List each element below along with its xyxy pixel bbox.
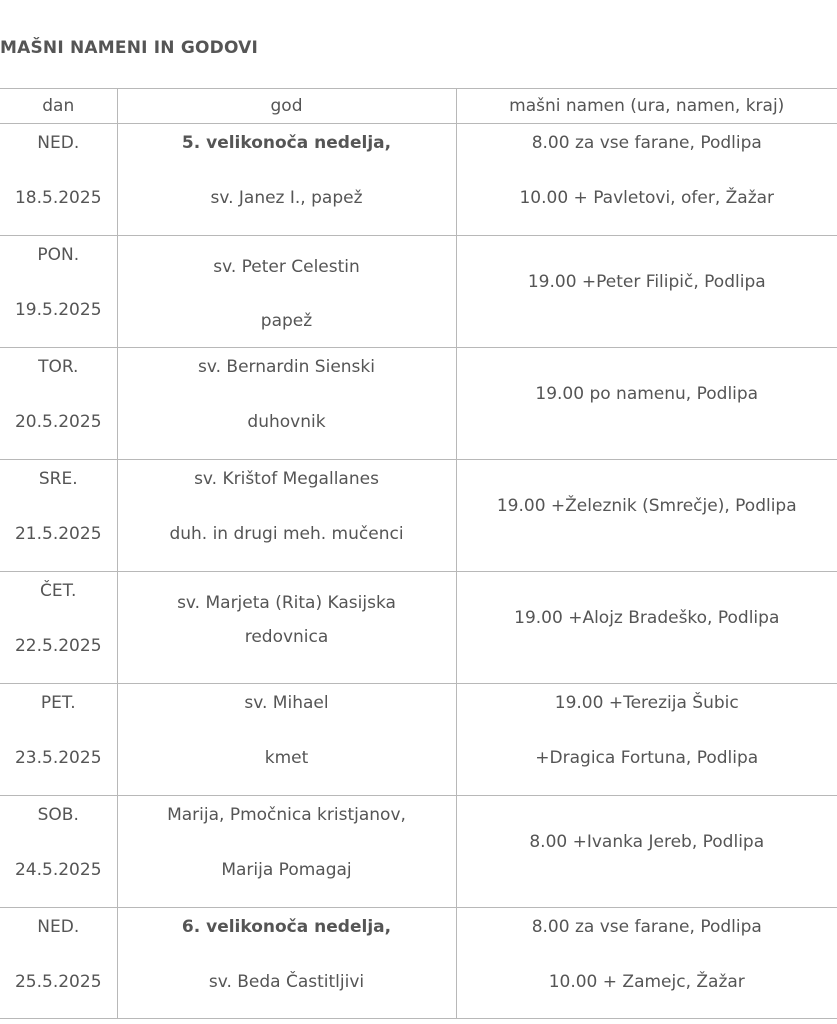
intentions-cell [456, 124, 837, 236]
table-row [0, 348, 837, 460]
mass-intention: 10.00 + Pavletovi, ofer, Žažar [519, 188, 775, 208]
intentions-cell [456, 796, 837, 908]
day-name: NED. [37, 917, 80, 937]
day-name: PET. [40, 693, 76, 713]
feast-cell [117, 908, 456, 1019]
mass-intention: 8.00 za vse farane, Podlipa [531, 133, 762, 153]
feast-cell [117, 460, 456, 572]
mass-intention: 19.00 +Alojz Bradeško, Podlipa [514, 608, 780, 628]
mass-intention: 19.00 po namenu, Podlipa [535, 384, 759, 404]
intentions-cell [456, 572, 837, 684]
mass-intention: 10.00 + Zamejc, Žažar [548, 972, 745, 992]
day-cell [0, 236, 117, 348]
table-row [0, 236, 837, 348]
column-header-day: dan [0, 89, 117, 124]
feast-cell [117, 796, 456, 908]
feast-saint: sv. Janez I., papež [210, 188, 363, 208]
feast-cell [117, 348, 456, 460]
table-row [0, 684, 837, 796]
date: 21.5.2025 [14, 524, 102, 544]
feast-description: papež [260, 311, 313, 331]
day-name: ČET. [40, 581, 77, 601]
feast-title: 6. velikonoča nedelja, [181, 917, 392, 937]
feast-description: Marija Pomagaj [221, 860, 352, 880]
feast-description: duhovnik [247, 412, 326, 432]
feast-cell [117, 124, 456, 236]
day-name: SRE. [38, 469, 78, 489]
column-header-intentions: mašni namen (ura, namen, kraj) [456, 89, 837, 124]
date: 23.5.2025 [14, 748, 102, 768]
feast-saint: sv. Beda Častitljivi [208, 972, 365, 992]
date: 25.5.2025 [14, 972, 102, 992]
feast-saint: sv. Peter Celestin [213, 257, 360, 277]
day-name: TOR. [38, 357, 79, 377]
mass-intention: 19.00 +Peter Filipič, Podlipa [527, 272, 766, 292]
intentions-cell [456, 684, 837, 796]
day-cell [0, 124, 117, 236]
date: 20.5.2025 [14, 412, 102, 432]
mass-intention: 19.00 +Železnik (Smrečje), Podlipa [496, 496, 797, 516]
table-row [0, 460, 837, 572]
table-row [0, 908, 837, 1019]
feast-saint: sv. Marjeta (Rita) Kasijska [177, 593, 396, 613]
day-cell [0, 572, 117, 684]
feast-title: 5. velikonoča nedelja, [181, 133, 392, 153]
date: 19.5.2025 [14, 300, 102, 320]
day-cell [0, 684, 117, 796]
mass-intention: 19.00 +Terezija Šubic [554, 693, 739, 713]
day-cell [0, 908, 117, 1019]
day-name: NED. [37, 133, 80, 153]
feast-cell [117, 572, 456, 684]
feast-description: duh. in drugi meh. mučenci [169, 524, 404, 544]
column-header-feast: god [117, 89, 456, 124]
table-row [0, 572, 837, 684]
table-header-row [0, 89, 837, 124]
intentions-cell [456, 908, 837, 1019]
mass-schedule-table [0, 88, 837, 1019]
feast-saint: sv. Bernardin Sienski [198, 357, 375, 377]
day-cell [0, 348, 117, 460]
intentions-cell [456, 460, 837, 572]
date: 18.5.2025 [14, 188, 102, 208]
feast-description: kmet [264, 748, 309, 768]
day-cell [0, 460, 117, 572]
feast-cell [117, 684, 456, 796]
date: 24.5.2025 [14, 860, 102, 880]
table-row [0, 796, 837, 908]
table-row [0, 124, 837, 236]
feast-saint: Marija, Pmočnica kristjanov, [167, 805, 406, 825]
mass-intention: 8.00 +Ivanka Jereb, Podlipa [529, 832, 765, 852]
date: 22.5.2025 [14, 636, 102, 656]
feast-description: redovnica [244, 627, 329, 647]
mass-intention: +Dragica Fortuna, Podlipa [535, 748, 759, 768]
page-title: MAŠNI NAMENI IN GODOVI [0, 38, 259, 58]
intentions-cell [456, 348, 837, 460]
day-cell [0, 796, 117, 908]
day-name: SOB. [37, 805, 79, 825]
intentions-cell [456, 236, 837, 348]
feast-saint: sv. Mihael [244, 693, 329, 713]
day-name: PON. [37, 245, 80, 265]
feast-saint: sv. Krištof Megallanes [194, 469, 379, 489]
mass-intention: 8.00 za vse farane, Podlipa [531, 917, 762, 937]
feast-cell [117, 236, 456, 348]
